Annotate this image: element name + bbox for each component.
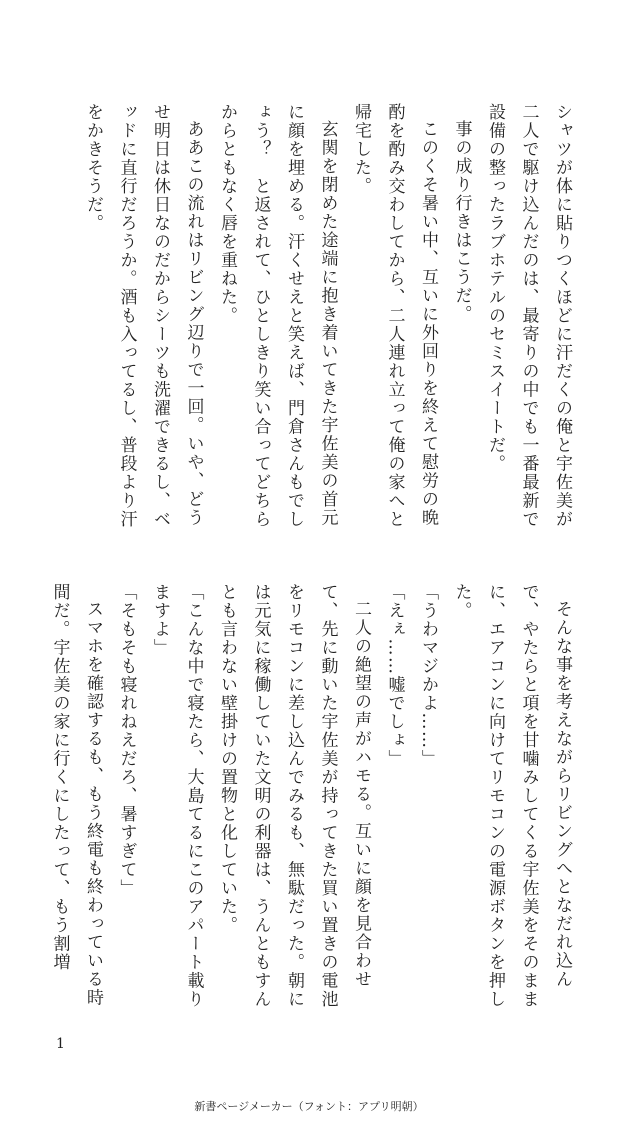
text-block-bottom bbox=[49, 583, 578, 1023]
paragraph: シャツが体に貼りつくほどに汗だくの俺と宇佐美が二人で駆け込んだのは、最寄りの中でも一番最新で設備の整ったラブホテルのセミスイートだ。 bbox=[485, 103, 572, 529]
paragraph: ああこの流れはリビング辺りで一回。いや、どうせ明日は休日なのだからシーツも洗濯できるし、ベッドに直行だろうか。酒も入ってるし、普段より汗をかきそうだ。 bbox=[83, 103, 204, 529]
paragraph: そんな事を考えながらリビングへとなだれ込んで、やたらと項を甘噛みしてくる宇佐美をそのままに、エアコンに向けてリモコンの電源ボタンを押した。 bbox=[451, 583, 572, 1009]
paragraph: 事の成り行きはこうだ。 bbox=[451, 120, 472, 324]
dialogue-line: 「そもそも寝れねえだろ、暑すぎて」 bbox=[116, 583, 137, 898]
dialogue-line: 「こんな中で寝たら、大島てるにこのアパート載りますよ」 bbox=[150, 583, 204, 1009]
page-number: 1 bbox=[56, 1036, 65, 1052]
paragraph: 二人の絶望の声がハモる。互いに顔を見合わせて、先に動いた宇佐美が持ってきた買い置きの電池をリモコンに差し込んでみるも、無駄だった。朝には元気に稼働していた文明の利器は、うんともすんとも言わない壁掛けの置物と化していた。 bbox=[217, 583, 371, 1009]
footer-credit: 新書ページメーカー（フォント：アプリ明朝） bbox=[194, 1100, 424, 1113]
paragraph: 玄関を閉めた途端に抱き着いてきた宇佐美の首元に顔を埋める。汗くせえと笑えば、門倉さんもでしょう？ と返されて、ひとしきり笑い合ってどちらからともなく唇を重ねた。 bbox=[217, 103, 338, 529]
text-block-top bbox=[58, 103, 578, 543]
dialogue-line: 「えぇ……嘘でしょ」 bbox=[384, 583, 405, 768]
paragraph: スマホを確認するも、もう終電も終わっている時間だ。宇佐美の家に行くにしたって、もう割増 bbox=[49, 583, 103, 1007]
dialogue-line: 「うわマジかよ……」 bbox=[418, 583, 438, 768]
paragraph: このくそ暑い中、互いに外回りを終えて慰労の晩酌を酌み交わしてから、二人連れ立って俺の家へと帰宅した。 bbox=[351, 103, 438, 529]
